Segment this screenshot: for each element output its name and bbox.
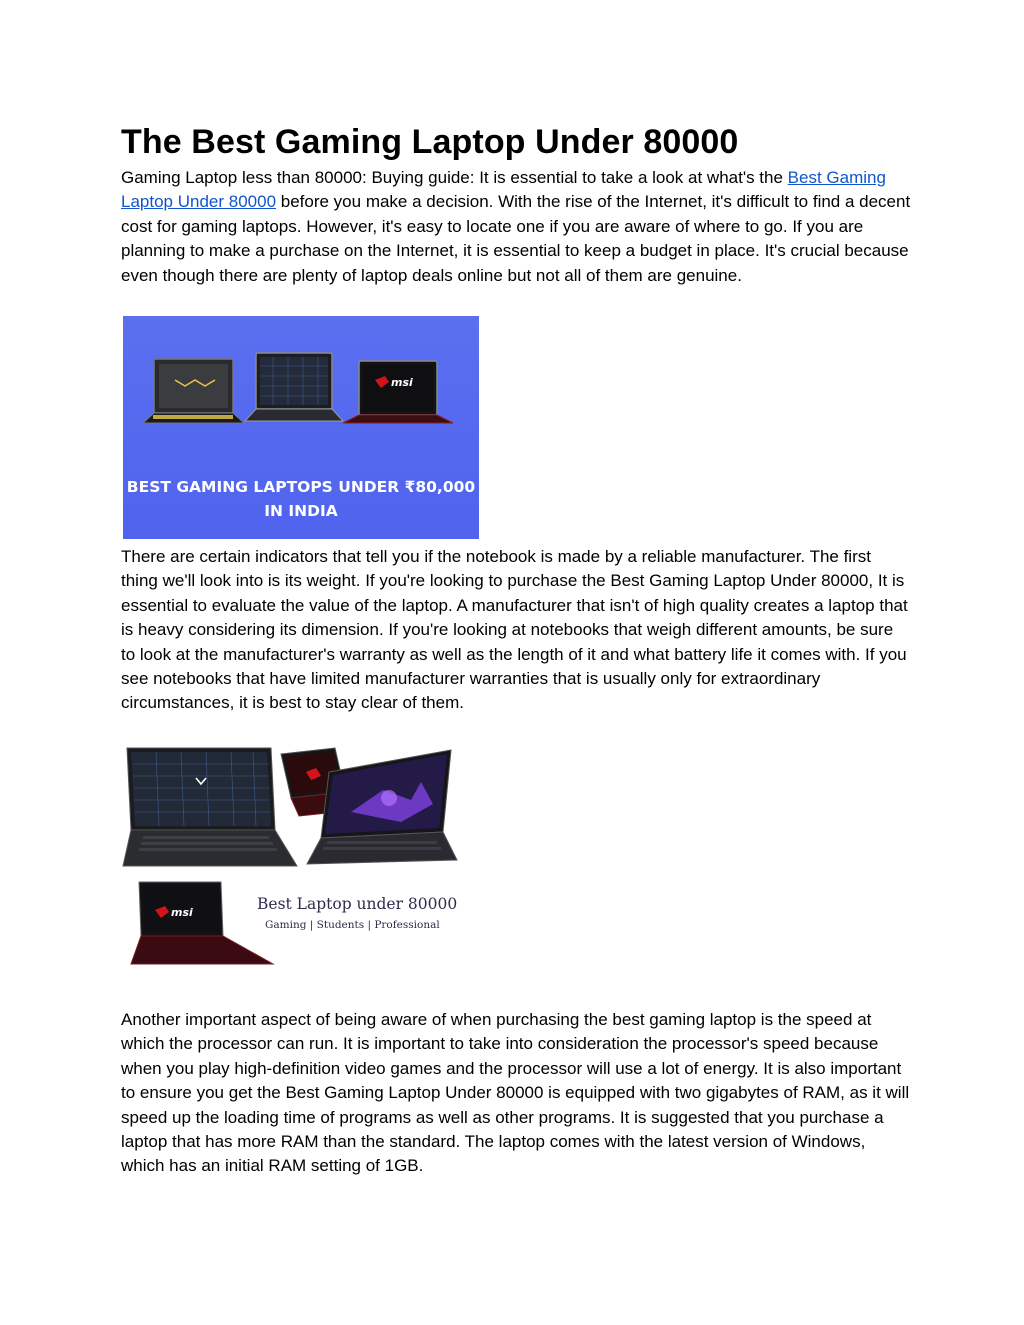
paragraph-3: Another important aspect of being aware of when purchasing the best gaming laptop is the speed at which the processor can run. It is important to take into consideration the processor's speed because when you play high-definition video games and the processor will use a lot of energy. It is also important to ensure you get the Best Gaming Laptop Under 80000 is equipped with two gigabytes of RAM, as it will speed up the loading time of programs as well as other programs. It is suggested that you purchase a laptop that has more RAM than the standard. The laptop comes with the latest version of Windows, which has an initial RAM setting of 1GB. xyxy=(121,1010,910,1176)
collage-laptop-msi-icon xyxy=(131,882,273,964)
intro-paragraph xyxy=(121,166,911,288)
intro-text-after: before you make a decision. With the rise of the Internet, it's difficult to find a decent cost for gaming laptops. However, it's easy to locate one if you are aware of where to go. If you are planning to make a purchase on the Internet, it is essential to keep a budget in place. It's crucial because even though there are plenty of laptop deals online but not all of them are genuine. xyxy=(121,192,911,285)
banner-headline-line2: IN INDIA xyxy=(264,502,338,520)
best-gaming-laptop-link[interactable]: Best Gaming Laptop Under 80000 xyxy=(121,168,886,212)
article xyxy=(121,118,911,288)
banner-laptops-illustration xyxy=(123,316,479,539)
paragraph-3-wrap xyxy=(121,1008,911,1179)
collage-laptop-lenovo-icon xyxy=(123,748,297,866)
collage-title: Best Laptop under 80000 xyxy=(257,895,458,913)
banner-image xyxy=(123,316,479,539)
laptop-2-icon xyxy=(245,353,343,421)
collage-subtitle: Gaming | Students | Professional xyxy=(265,919,440,931)
banner-headline-line1: BEST GAMING LAPTOPS UNDER ₹80,000 xyxy=(126,478,476,496)
banner-msi-logo: msi xyxy=(391,376,413,389)
page-title: The Best Gaming Laptop Under 80000 xyxy=(121,123,739,161)
intro-text-before: Gaming Laptop less than 80000: Buying guide: It is essential to take a look at what's the xyxy=(121,168,788,187)
paragraph-2-wrap xyxy=(121,545,911,716)
collage-msi-logo: msi xyxy=(171,906,193,919)
paragraph-2: There are certain indicators that tell you if the notebook is made by a reliable manufacturer. The first thing we'll look into is its weight. If you're looking to purchase the Best Gaming Laptop Under 80000, It is essential to evaluate the value of the laptop. A manufacturer that isn't of high quality creates a laptop that is heavy considering its dimension. If you're looking at notebooks that weigh different amounts, be sure to look at the manufacturer's warranty as well as the length of it and what battery life it comes with. If you see notebooks that have limited manufacturer warranties that is usually only for extraordinary circumstances, it is best to stay clear of them. xyxy=(121,547,908,713)
collage-laptops-illustration xyxy=(121,742,461,974)
laptop-3-icon xyxy=(343,361,453,423)
laptop-1-icon xyxy=(143,359,244,423)
collage-image xyxy=(121,742,461,974)
